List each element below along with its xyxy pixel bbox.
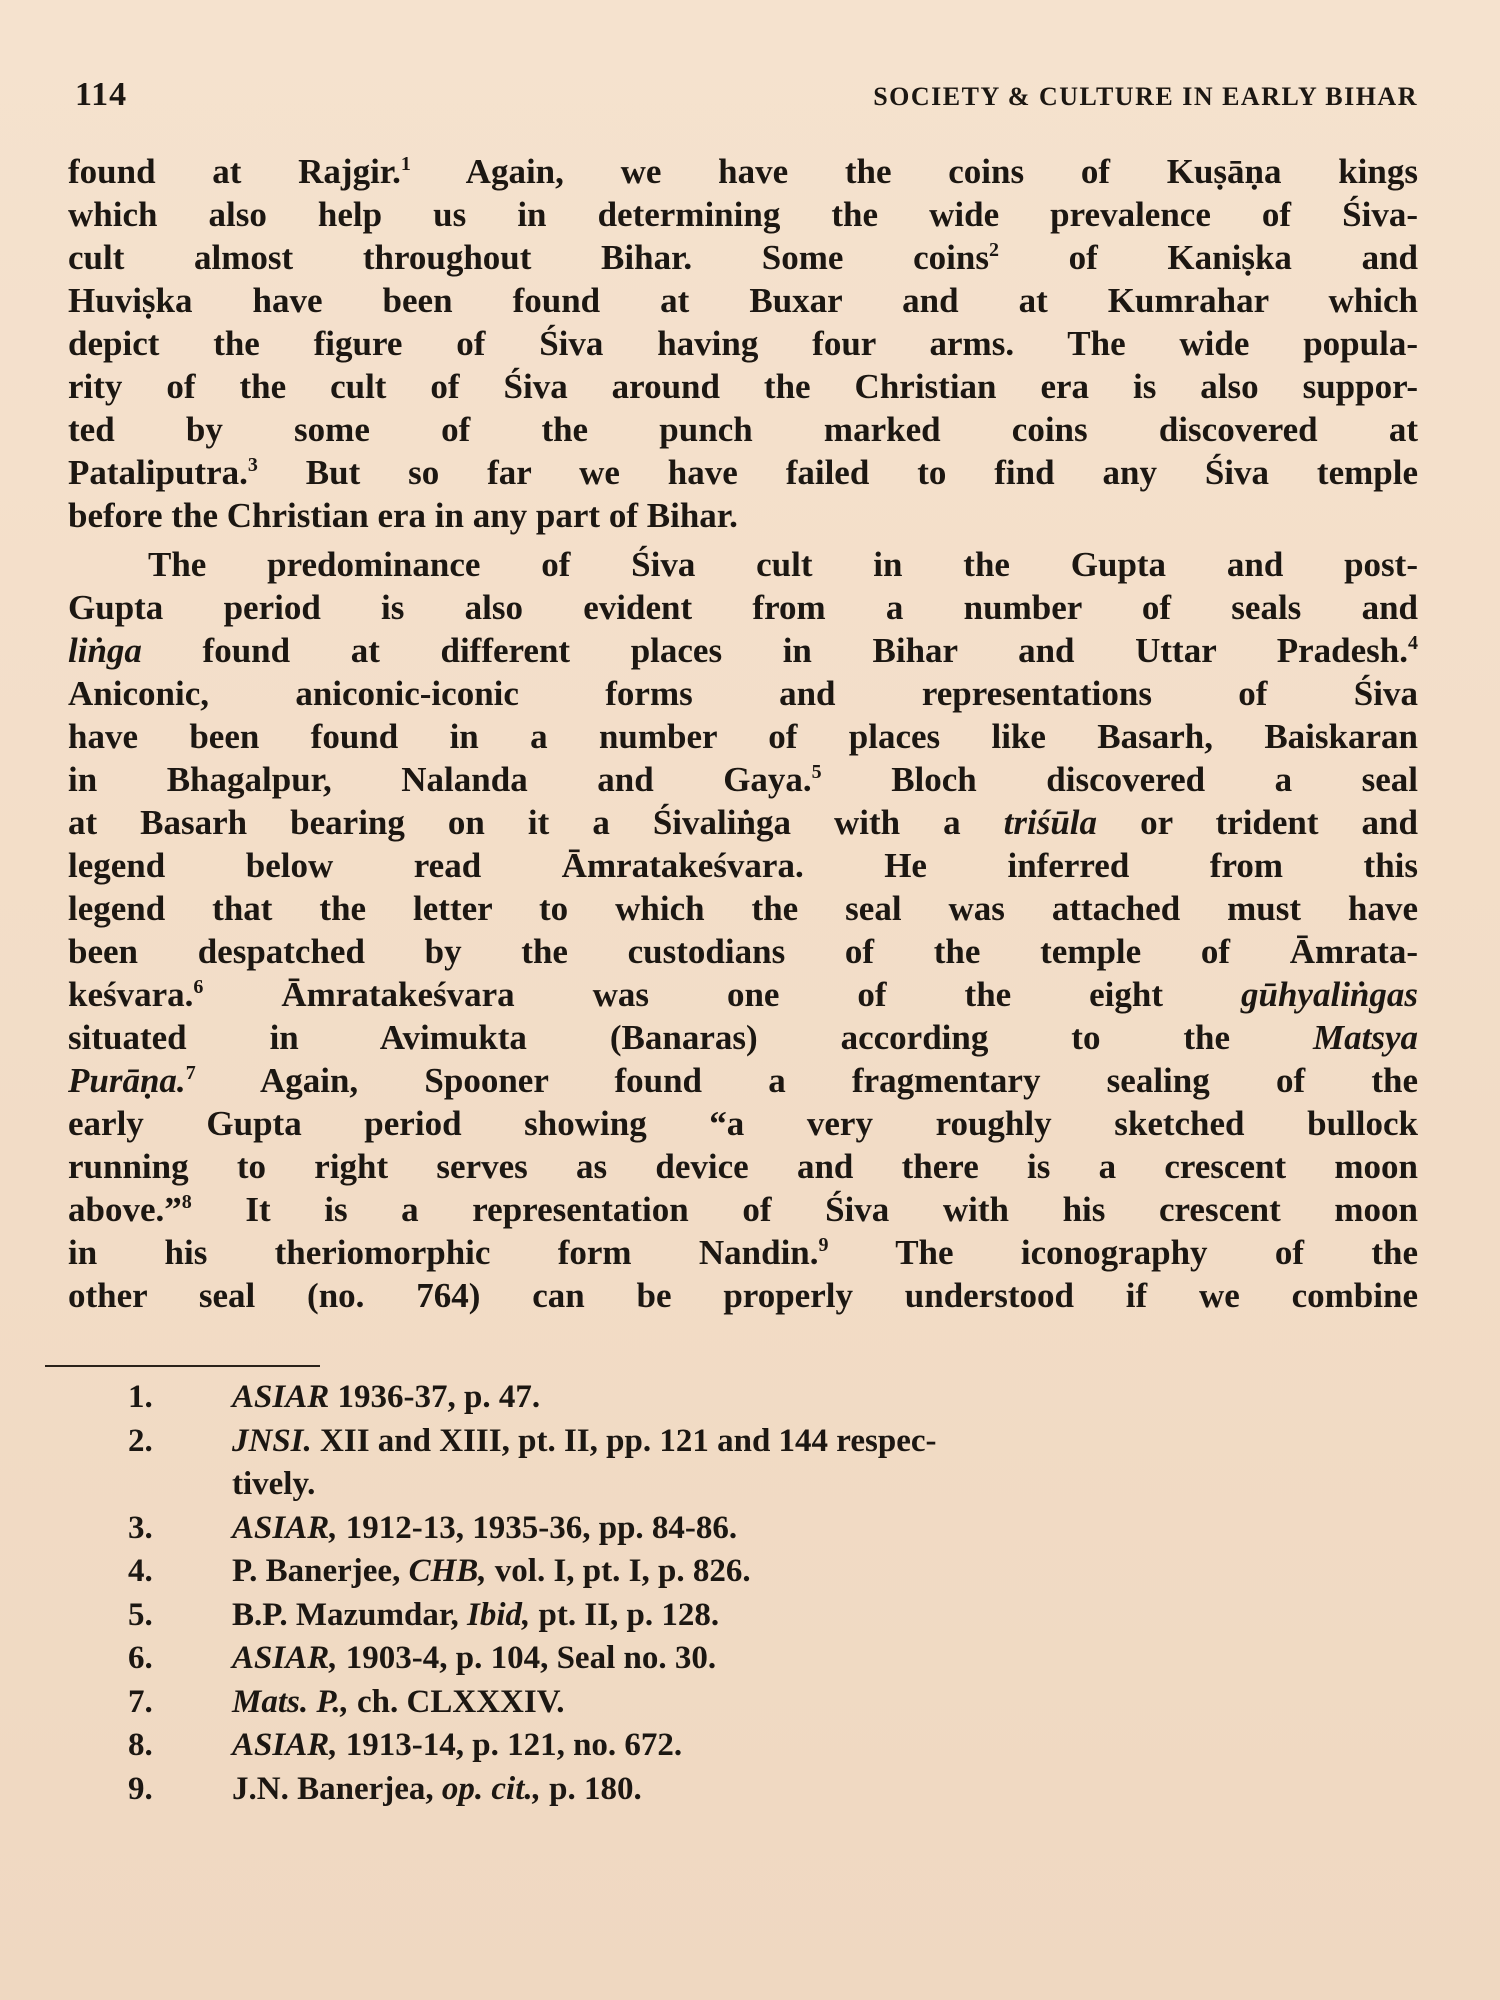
text-line: rity of the cult of Śiva around the Christian era is also suppor- [68, 367, 1418, 406]
footnote-source: ASIAR [232, 1379, 330, 1415]
footnote-detail: vol. I, pt. I, p. 826. [486, 1553, 751, 1589]
text-line [68, 1188, 1418, 1231]
footnote-detail: p. 180. [540, 1770, 642, 1807]
italic-term: Matsya [1313, 1018, 1418, 1057]
text-line: have been found in a number of places like Basarh, Baiskaran [68, 717, 1418, 756]
text-line: Aniconic, aniconic-iconic forms and representations of Śiva [68, 674, 1418, 713]
text-line [68, 150, 1418, 193]
footnote-item [128, 1376, 1418, 1420]
text-run: found at Rajgir. [68, 152, 401, 191]
footnote-ref: 7 [185, 1062, 196, 1084]
footnote-item [128, 1507, 1418, 1551]
footnote-divider [45, 1365, 320, 1367]
footnote-source: CHB, [408, 1553, 487, 1589]
italic-term: gūhyaliṅgas [1241, 975, 1418, 1014]
text-line: ted by some of the punch marked coins discovered at [68, 410, 1418, 449]
footnote-detail: pt. II, p. 128. [530, 1596, 720, 1633]
footnote-ref: 2 [988, 239, 999, 261]
footnote-source: JNSI. [232, 1422, 312, 1459]
text-line: The predominance of Śiva cult in the Gupta and post- [148, 545, 1418, 584]
text-run: found at different places in Bihar and Uttar Pradesh. [141, 631, 1408, 670]
footnote-author: P. Banerjee, [232, 1553, 409, 1589]
footnote-ref: 1 [400, 153, 411, 175]
footnote-source: ASIAR, [232, 1727, 338, 1763]
text-run: cult almost throughout Bihar. Some coins [68, 238, 989, 277]
footnote-item [128, 1768, 1418, 1812]
text-line [68, 758, 1418, 801]
footnote-continuation: tively. [232, 1466, 316, 1502]
text-line [68, 973, 1418, 1016]
running-head [75, 76, 1418, 114]
text-run: or trident and [1097, 803, 1418, 842]
text-run: above.” [68, 1190, 182, 1229]
text-run: of Kaniṣka and [998, 238, 1418, 277]
footnote-text [232, 1768, 1418, 1812]
footnote-text [232, 1507, 1418, 1551]
footnote-detail: XII and XIII, pt. II, pp. 121 and 144 respec- [311, 1422, 937, 1459]
text-run: Bloch discovered a seal [821, 760, 1419, 799]
footnote-ref: 8 [181, 1191, 192, 1213]
footnote-number: 3. [128, 1509, 153, 1546]
text-line [68, 801, 1418, 844]
footnote-text [232, 1376, 1418, 1420]
page-number: 114 [75, 76, 128, 113]
footnote-ref: 3 [247, 454, 258, 476]
text-line [68, 1016, 1418, 1059]
footnote-source: ASIAR, [232, 1640, 338, 1676]
footnote-item [128, 1724, 1418, 1768]
body-text [68, 150, 1418, 1323]
text-run: keśvara. [68, 975, 194, 1014]
footnote-item [128, 1550, 1418, 1594]
text-run: in Bhagalpur, Nalanda and Gaya. [68, 760, 812, 799]
footnote-item [128, 1681, 1418, 1725]
footnote-source: Mats. P., [232, 1683, 349, 1720]
footnote-number: 4. [128, 1553, 153, 1589]
text-run: Again, we have the coins of Kuṣāṇa kings [410, 152, 1418, 191]
footnote-detail: ch. CLXXXIV. [348, 1683, 565, 1720]
paragraph-1 [68, 150, 1418, 537]
footnote-source: ASIAR, [232, 1509, 338, 1546]
footnote-detail: 1913-14, p. 121, no. 672. [337, 1727, 683, 1763]
italic-term: triśūla [1003, 803, 1098, 842]
footnotes [128, 1376, 1418, 1811]
footnote-text [232, 1681, 1418, 1725]
footnote-number: 9. [128, 1770, 153, 1807]
text-line: before the Christian era in any part of Bihar. [68, 496, 738, 535]
text-run: at Basarh bearing on it a Śivaliṅga with a [68, 803, 1004, 842]
footnote-ref: 6 [193, 976, 204, 998]
text-line: legend that the letter to which the seal was attached must have [68, 889, 1418, 928]
footnote-ref: 9 [818, 1234, 829, 1256]
footnote-number: 8. [128, 1727, 153, 1763]
text-line [68, 629, 1418, 672]
text-line: running to right serves as device and there is a crescent moon [68, 1147, 1418, 1186]
footnote-number: 5. [128, 1596, 153, 1633]
text-line [68, 1231, 1418, 1274]
footnote-number: 7. [128, 1683, 153, 1720]
footnote-number: 6. [128, 1640, 153, 1676]
text-line: other seal (no. 764) can be properly understood if we combine [68, 1276, 1418, 1315]
italic-term: Purāṇa. [68, 1061, 186, 1100]
text-run: Āmratakeśvara was one of the eight [203, 975, 1241, 1014]
text-line [68, 236, 1418, 279]
text-line: depict the figure of Śiva having four arms. The wide popula- [68, 324, 1418, 363]
footnote-ref: 4 [1408, 632, 1418, 654]
footnote-detail: 1903-4, p. 104, Seal no. 30. [337, 1640, 717, 1676]
footnote-source: Ibid, [467, 1596, 531, 1633]
text-run: But so far we have failed to find any Śiva temple [257, 453, 1418, 492]
running-title: SOCIETY & CULTURE IN EARLY BIHAR [873, 82, 1418, 111]
text-line: early Gupta period showing “a very roughly sketched bullock [68, 1104, 1418, 1143]
footnote-text [232, 1637, 1418, 1681]
footnote-author: B.P. Mazumdar, [232, 1596, 467, 1633]
footnote-text [232, 1594, 1418, 1638]
text-run: Again, Spooner found a fragmentary sealing of the [195, 1061, 1418, 1100]
footnote-number: 1. [128, 1379, 153, 1415]
footnote-item [128, 1594, 1418, 1638]
text-line [68, 451, 1418, 494]
text-run: in his theriomorphic form Nandin. [68, 1233, 819, 1272]
footnote-source: op. cit., [441, 1770, 541, 1807]
text-line [68, 1059, 1418, 1102]
footnote-item [128, 1420, 1418, 1507]
text-line: Huviṣka have been found at Buxar and at Kumrahar which [68, 281, 1418, 320]
italic-term: liṅga [68, 631, 142, 670]
paragraph-2 [68, 543, 1418, 1317]
footnote-ref: 5 [811, 761, 822, 783]
footnote-item [128, 1637, 1418, 1681]
text-line: legend below read Āmratakeśvara. He inferred from this [68, 846, 1418, 885]
text-line: Gupta period is also evident from a number of seals and [68, 588, 1418, 627]
text-line: been despatched by the custodians of the temple of Āmrata- [68, 932, 1418, 971]
text-line: which also help us in determining the wide prevalence of Śiva- [68, 195, 1418, 234]
footnote-number: 2. [128, 1422, 153, 1459]
footnote-text [232, 1550, 1418, 1594]
footnote-detail: 1912-13, 1935-36, pp. 84-86. [337, 1509, 738, 1546]
footnote-text [232, 1724, 1418, 1768]
footnote-text [232, 1420, 1418, 1507]
text-run: situated in Avimukta (Banaras) according to the [68, 1018, 1313, 1057]
text-run: The iconography of the [828, 1233, 1418, 1272]
text-run: It is a representation of Śiva with his crescent moon [191, 1190, 1418, 1229]
footnote-author: J.N. Banerjea, [232, 1770, 442, 1807]
footnote-detail: 1936-37, p. 47. [329, 1379, 541, 1415]
text-run: Pataliputra. [68, 453, 248, 492]
